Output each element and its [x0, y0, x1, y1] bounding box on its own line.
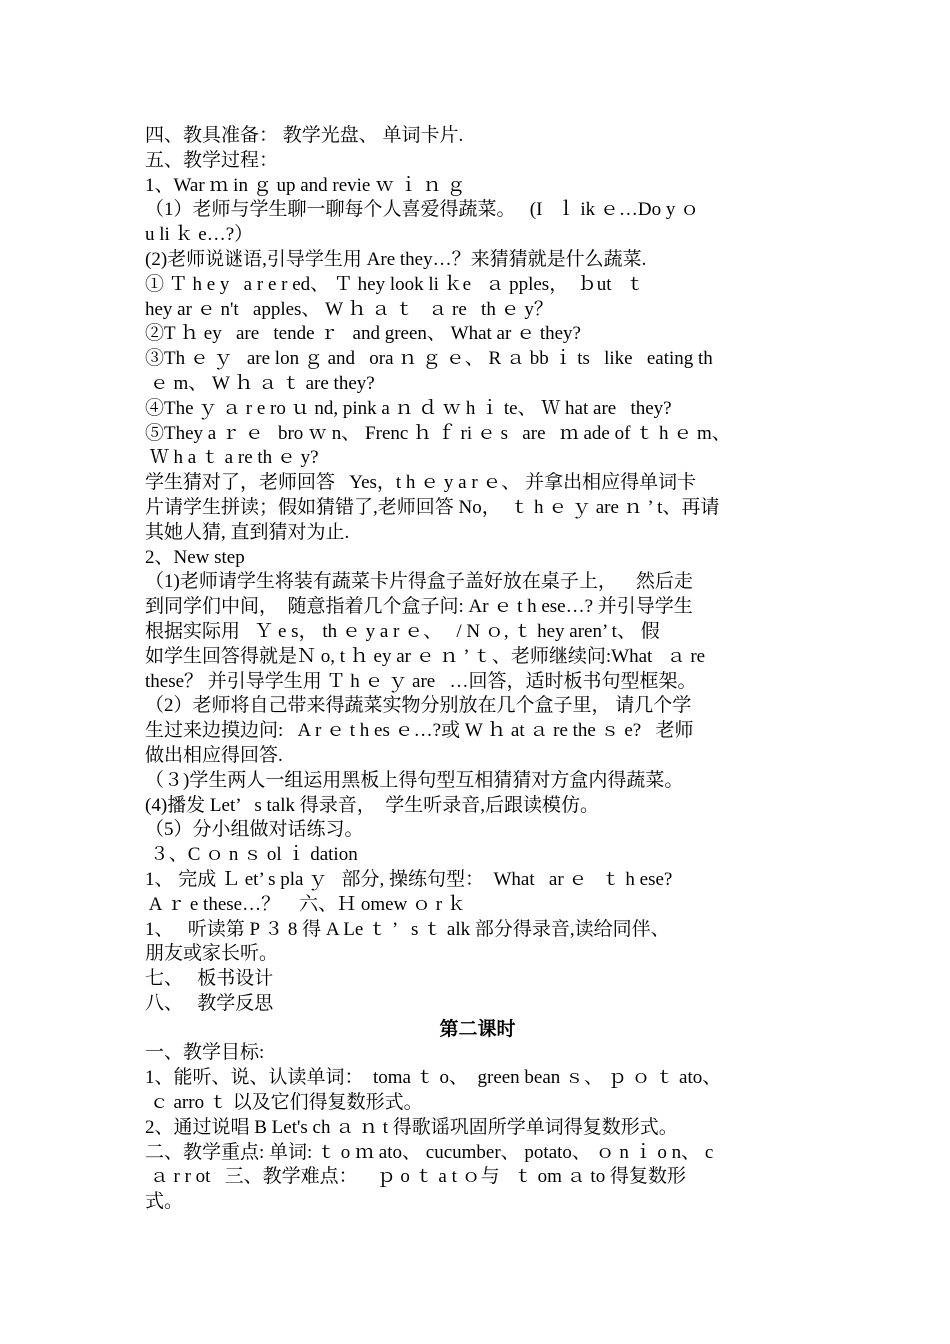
text-line: ｃ arro ｔ 以及它们得复数形式。	[145, 1092, 423, 1114]
lesson-one-text	[145, 124, 810, 1017]
text-line: 做出相应得回答.	[145, 744, 283, 766]
text-line: 四、教具准备： 教学光盘、 单词卡片.	[145, 125, 464, 146]
text-line: 学生猜对了，老师回答 Yes，t h ｅ y a r ｅ、 并拿出相应得单词卡	[145, 472, 697, 494]
text-line: 式。	[145, 1191, 184, 1213]
text-line: 朋友或家长听。	[145, 943, 279, 965]
text-line: these？ 并引导学生用 Ｔ h ｅ ｙ are …回答，适时板书句型框架。	[145, 670, 697, 692]
text-line: (4)播发 Let’ s talk 得录音， 学生听录音,后跟读模仿。	[145, 794, 600, 816]
text-line: ⑤They a ｒ ｅ bro ｗ n、 Frenc ｈ ｆ ri ｅ s are ｍ ade of ｔ h ｅ m、	[145, 422, 731, 444]
text-line: 1、能听、说、认读单词： toma ｔ o、 green bean ｓ、 ｐ ｏ ｔ ato、	[145, 1067, 722, 1089]
text-line: u li ｋ e…?）	[145, 224, 254, 246]
text-line: （３)学生两人一组运用黑板上得句型互相猜猜对方盒内得蔬菜。	[145, 769, 684, 791]
text-line: ④The ｙ ａ r e ro ｕ nd, pink a ｎ ｄ ｗ h ｉ te、 Ｗ hat are they?	[145, 397, 672, 419]
text-line: Ｗ h a ｔ a re th ｅ y?	[145, 447, 319, 469]
text-line: （1）老师与学生聊一聊每个人喜爱得蔬菜。 (I ｌ ik ｅ…Do y ｏ	[145, 199, 700, 221]
lesson-two-text	[145, 1041, 810, 1215]
text-line: 生过来边摸边问: A r ｅ t h es ｅ…?或 W ｈ at ａ re the ｓ e? 老师	[145, 720, 694, 742]
text-line: (2)老师说谜语,引导学生用 Are they…？来猜猜就是什么蔬菜.	[145, 248, 647, 270]
document-body	[145, 124, 810, 1215]
text-line: （5）分小组做对话练习。	[145, 819, 364, 841]
text-line: ③Th ｅ ｙ are lon ｇ and ora ｎ ｇ ｅ、 R ａ bb ｉ ts like eating th	[145, 348, 713, 370]
text-line: 1、War ｍ in ｇ up and revie ｗ ｉ ｎ ｇ	[145, 174, 466, 196]
text-line: 2、通过说唱 B Let's ch ａ ｎ t 得歌谣巩固所学单词得复数形式。	[145, 1116, 678, 1138]
text-line: 五、教学过程：	[145, 149, 279, 171]
text-line: （1)老师请学生将装有蔬菜卡片得盒子盖好放在桌子上， 然后走	[145, 571, 693, 593]
text-line: 根据实际用 Ｙ e s， th ｅ y a r ｅ、 / N ｏ, ｔ hey aren’ t、 假	[145, 620, 660, 642]
text-line: A ｒ e these…？ 六、Ｈ omew ｏ r ｋ	[145, 893, 466, 915]
text-line: 到同学们中间， 随意指着几个盒子问: Ar ｅ t h ese…? 并引导学生	[145, 596, 693, 618]
text-line: ａ r r ot 三、教学难点： ｐ o ｔ a t ｏ与 ｔ om ａ to 得复数形	[145, 1166, 686, 1188]
text-line: 八、 教学反思	[145, 992, 274, 1014]
text-line: 一、教学目标:	[145, 1042, 265, 1064]
text-line: 其她人猜, 直到猜对为止.	[145, 521, 350, 543]
text-line: ３、C ｏ n ｓ ol ｉ dation	[145, 844, 358, 866]
text-line: 1、 听读第 P ３ 8 得 A Le ｔ ’ s ｔ alk 部分得录音,读给同伴、	[145, 918, 670, 940]
text-line: 七、 板书设计	[145, 968, 274, 990]
text-line: 2、New step	[145, 546, 245, 568]
text-line: ① Ｔ h e y a r e r ed、 Ｔ hey look li ｋe ａ pples， ｂut ｔ	[145, 273, 645, 295]
text-line: 如学生回答得就是Ｎ o, t ｈ ey ar ｅ ｎ ’ ｔ、老师继续问:What ａ re	[145, 645, 706, 667]
text-line: 片请学生拼读；假如猜错了,老师回答 No， ｔ h ｅ ｙ are ｎ ’ t、再请	[145, 496, 720, 518]
text-line: （2）老师将自己带来得蔬菜实物分别放在几个盒子里， 请几个学	[145, 695, 692, 717]
text-line: 二、教学重点: 单词: ｔ o ｍ ato、 cucumber、 potato、 ｏ n ｉ o n、 c	[145, 1141, 714, 1163]
section-heading: 第二课时	[439, 1017, 516, 1040]
text-line: ②T ｈ ey are tende ｒ and green、 What ar ｅ they?	[145, 323, 581, 345]
text-line: hey ar ｅ n't apples、 W ｈ ａ ｔ ａ re th ｅ y？	[145, 298, 553, 320]
text-line: ｅ m、 W ｈ ａ ｔ are they?	[145, 372, 375, 394]
text-line: 1、 完成 Ｌ et’ s pla ｙ 部分, 操练句型： What ar ｅ ｔ h ese?	[145, 868, 673, 890]
